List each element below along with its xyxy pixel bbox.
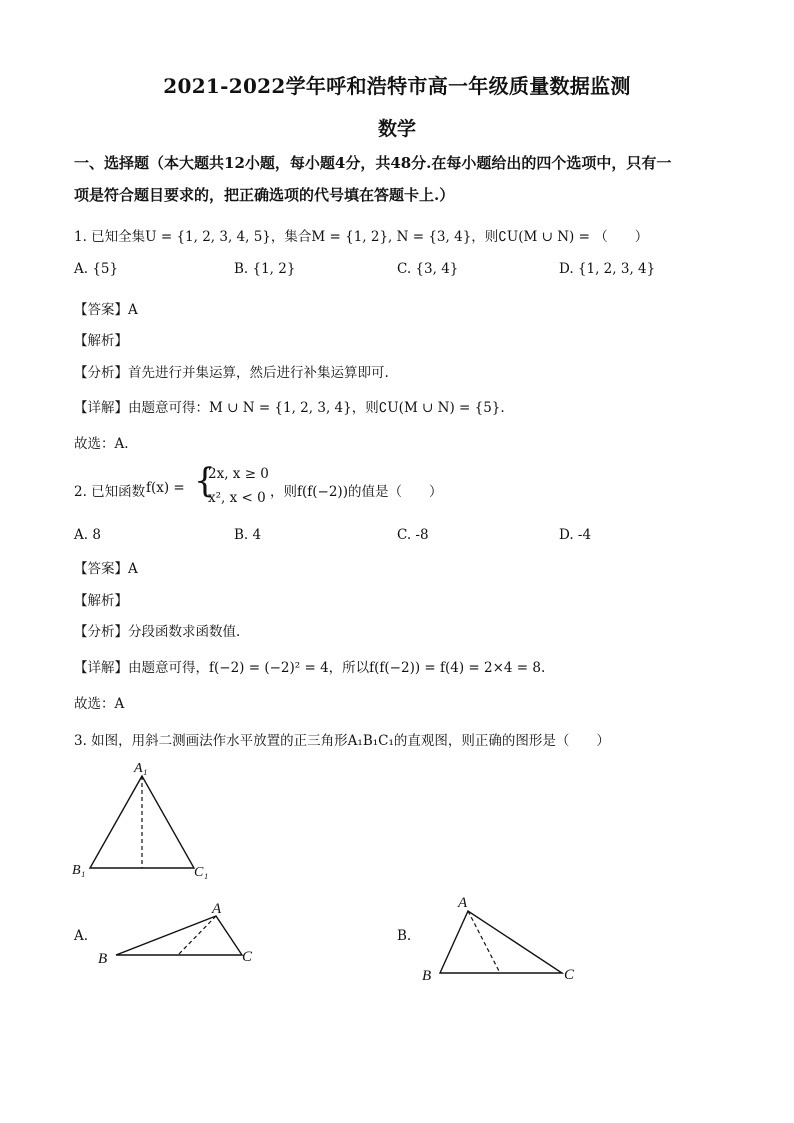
q1-fenxi: 【分析】首先进行并集运算，然后进行补集运算即可. (74, 365, 389, 381)
q2-function-def: f(x) = (146, 480, 185, 496)
q2-brace: { (194, 461, 216, 501)
q1-option-d: D. {1, 2, 3, 4} (559, 261, 656, 277)
q2-answer: 【答案】A (74, 561, 138, 577)
q1-analysis-label: 【解析】 (74, 333, 128, 349)
q2-option-c: C. -8 (397, 527, 429, 543)
label-c1: C₁ (194, 865, 209, 880)
option-a-label-a: A (212, 901, 222, 917)
label-b1: B₁ (72, 863, 86, 878)
q2-case2: x², x < 0 (208, 490, 266, 506)
q1-detail: 【详解】由题意可得：M ∪ N = {1, 2, 3, 4}，则∁U(M ∪ N) = {5}. (74, 400, 505, 416)
q1-option-b: B. {1, 2} (234, 261, 296, 277)
q1-stem: 1. 已知全集U = {1, 2, 3, 4, 5}，集合M = {1, 2}, N = {3, 4}，则∁U(M ∪ N) = （ ） (74, 229, 649, 245)
q2-fenxi: 【分析】分段函数求函数值. (74, 624, 241, 640)
q1-option-c: C. {3, 4} (397, 261, 459, 277)
section-heading-line1: 一、选择题（本大题共12小题，每小题4分，共48分.在每小题给出的四个选项中，只有一 (74, 154, 672, 172)
option-a-triangle (116, 916, 242, 955)
q2-stem-pre: 2. 已知函数 (74, 484, 146, 500)
q3-stem: 3. 如图，用斜二测画法作水平放置的正三角形A₁B₁C₁的直观图，则正确的图形是（ ） (74, 733, 610, 749)
option-a-dashed (178, 916, 216, 955)
q2-case1: 2x, x ≥ 0 (208, 466, 269, 482)
q2-stem-post: ，则f(f(−2))的值是（ ） (270, 484, 443, 500)
q2-option-a: A. 8 (74, 527, 101, 543)
q1-option-a: A. {5} (74, 261, 119, 277)
q3-main-figure (66, 758, 226, 883)
q1-choose: 故选：A. (74, 436, 129, 452)
option-a-label-c: C (242, 949, 253, 965)
page-title: 2021-2022学年呼和浩特市高一年级质量数据监测 (163, 74, 631, 98)
q3-option-b-label: B. (397, 928, 412, 944)
q1-answer: 【答案】A (74, 302, 138, 318)
label-a1: A₁ (134, 761, 148, 776)
option-b-triangle (440, 911, 562, 973)
q2-analysis-label: 【解析】 (74, 593, 128, 609)
option-b-dashed (468, 911, 500, 973)
option-b-label-c: C (564, 967, 575, 983)
option-a-label-b: B (98, 951, 108, 967)
q2-choose: 故选：A (74, 696, 125, 712)
q3-option-b-figure (414, 887, 594, 987)
q3-option-a-label: A. (74, 928, 89, 944)
subject-title: 数学 (377, 118, 416, 140)
q2-detail: 【详解】由题意可得，f(−2) = (−2)² = 4，所以f(f(−2)) = f(4) = 2×4 = 8. (74, 660, 546, 676)
q2-option-b: B. 4 (234, 527, 262, 543)
option-b-label-b: B (422, 968, 432, 984)
q3-option-a-figure (92, 897, 272, 972)
section-heading-line2: 项是符合题目要求的，把正确选项的代号填在答题卡上.） (74, 186, 455, 204)
option-b-label-a: A (458, 895, 468, 911)
q2-option-d: D. -4 (559, 527, 592, 543)
